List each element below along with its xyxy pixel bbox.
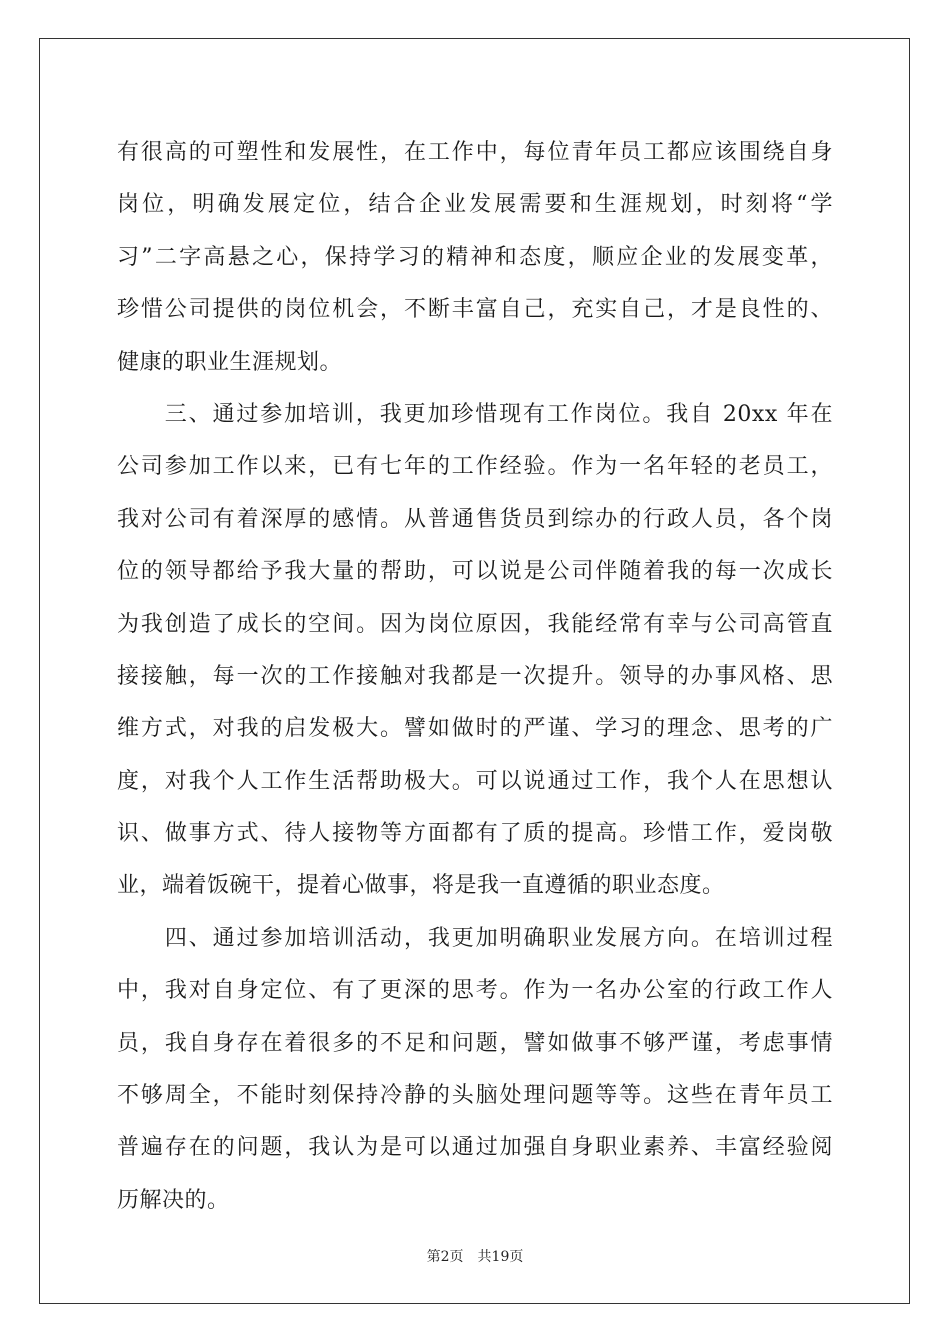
text-line: 习”二字高悬之心，保持学习的精神和态度，顺应企业的发展变革， bbox=[117, 244, 833, 270]
text-line: 三、通过参加培训，我更加珍惜现有工作岗位。我自 20xx 年在 bbox=[117, 401, 833, 427]
document-body bbox=[117, 127, 833, 1227]
text-line: 我对公司有着深厚的感情。从普通售货员到综办的行政人员，各个岗 bbox=[117, 506, 833, 532]
text-line: 公司参加工作以来，已有七年的工作经验。作为一名年轻的老员工， bbox=[117, 454, 833, 480]
text-line: 历解决的。 bbox=[117, 1187, 230, 1213]
text-line: 岗位，明确发展定位，结合企业发展需要和生涯规划，时刻将“学 bbox=[117, 192, 833, 218]
text-line: 度，对我个人工作生活帮助极大。可以说通过工作，我个人在思想认 bbox=[117, 768, 833, 794]
text-line: 普遍存在的问题，我认为是可以通过加强自身职业素养、丰富经验阅 bbox=[117, 1135, 833, 1161]
text-line: 业，端着饭碗干，提着心做事，将是我一直遵循的职业态度。 bbox=[117, 873, 725, 899]
text-line: 有很高的可塑性和发展性，在工作中，每位青年员工都应该围绕自身 bbox=[117, 140, 833, 165]
text-line: 位的领导都给予我大量的帮助，可以说是公司伴随着我的每一次成长 bbox=[117, 559, 833, 585]
text-line: 中，我对自身定位、有了更深的思考。作为一名办公室的行政工作人 bbox=[117, 978, 833, 1004]
text-line: 不够周全，不能时刻保持冷静的头脑处理问题等等。这些在青年员工 bbox=[117, 1083, 833, 1109]
text-line: 接接触，每一次的工作接触对我都是一次提升。领导的办事风格、思 bbox=[117, 663, 833, 689]
text-line: 珍惜公司提供的岗位机会，不断丰富自己，充实自己，才是良性的、 bbox=[117, 297, 833, 323]
text-line: 维方式，对我的启发极大。譬如做时的严谨、学习的理念、思考的广 bbox=[117, 716, 833, 742]
page-number-footer: 第2页 共19页 bbox=[426, 1249, 524, 1265]
text-line: 四、通过参加培训活动，我更加明确职业发展方向。在培训过程 bbox=[117, 925, 833, 951]
text-line: 为我创造了成长的空间。因为岗位原因，我能经常有幸与公司高管直 bbox=[117, 611, 833, 637]
text-line: 识、做事方式、待人接物等方面都有了质的提高。珍惜工作，爱岗敬 bbox=[117, 821, 833, 847]
text-line: 健康的职业生涯规划。 bbox=[117, 349, 343, 375]
text-line: 员，我自身存在着很多的不足和问题，譬如做事不够严谨，考虑事情 bbox=[117, 1030, 833, 1056]
